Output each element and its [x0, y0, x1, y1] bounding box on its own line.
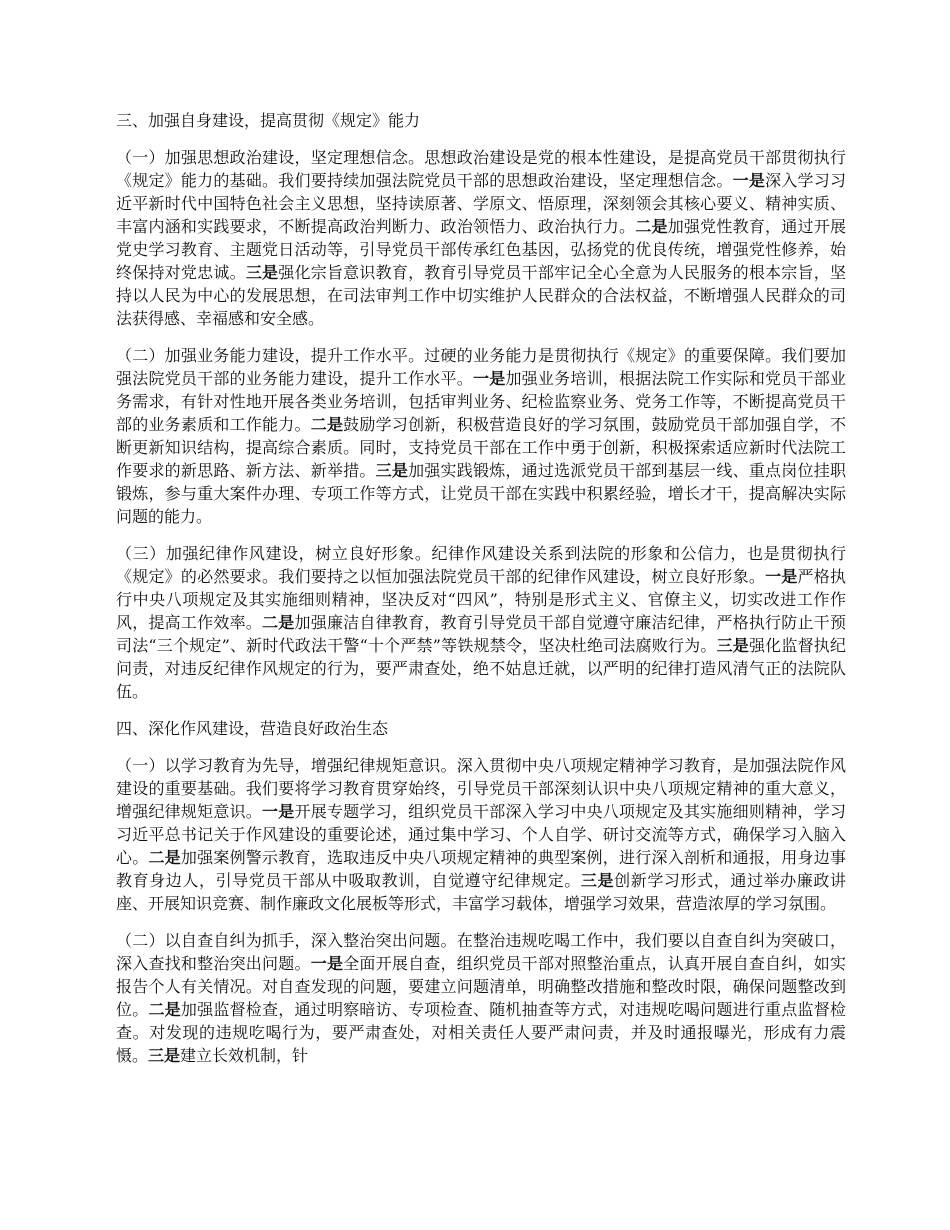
paragraph-text: 加强实践锻炼，通过选派党员干部到基层一线、重点岗位挂职锻炼，参与重大案件办理、专项工作等方式，让党员干部在实践中积累经验，增长才干，提高解决实际问题的能力。 [116, 461, 846, 526]
paragraph-text: 加强业务培训，根据法院工作实际和党员干部业务需求，有针对性地开展各类业务培训，包括审判业务、纪检监察业务、党务工作等，不断提高党员干部的业务素质和工作能力。 [116, 369, 846, 434]
paragraph-text: 加强监督检查，通过明察暗访、专项检查、随机抽查等方式，对违规吃喝问题进行重点监督检查。对发现的违规吃喝行为，要严肃查处，对相关责任人要严肃问责，并及时通报曝光，形成有力震慑。 [116, 1000, 846, 1065]
emphasis-second: 二是 [262, 613, 295, 632]
paragraph-text: 鼓励学习创新，积极营造良好的学习氛围，鼓励党员干部加强自学，不断更新知识结构，提高综合素质。同时，支持党员干部在工作中勇于创新，积极探索适应新时代法院工作要求的新思路、新方法、新举措。 [116, 415, 846, 480]
emphasis-second: 二是 [310, 415, 344, 434]
emphasis-first: 一是 [262, 802, 295, 821]
paragraph-text: 强化宗旨意识教育，教育引导党员干部牢记全心全意为人民服务的根本宗旨，坚持以人民为中心的发展思想，在司法审判工作中切实维护人民群众的合法权益，不断增强人民群众的司法获得感、幸福感和安全感。 [116, 263, 846, 328]
paragraph-text: 开展专题学习，组织党员干部深入学习中央八项规定及其实施细则精神，学习习近平总书记关于作风建设的重要论述，通过集中学习、个人自学、研讨交流等方式，确保学习入脑入心。 [116, 802, 846, 867]
paragraph-text: 严格执行中央八项规定及其实施细则精神，坚决反对“四风”，特别是形式主义、官僚主义，切实改进工作作风，提高工作效率。 [116, 567, 846, 632]
paragraph-3-3 [116, 542, 846, 703]
document-page [116, 109, 846, 1081]
paragraph-text: 深入学习习近平新时代中国特色社会主义思想，坚持读原著、学原文、悟原理，深刻领会其核心要义、精神实质、丰富内涵和实践要求，不断提高政治判断力、政治领悟力、政治执行力。 [116, 171, 846, 236]
emphasis-third: 三是 [580, 871, 615, 890]
paragraph-3-1 [116, 146, 846, 330]
paragraph-text: 强化监督执纪问责，对违反纪律作风规定的行为，要严肃查处，绝不姑息迁就，以严明的纪律打造风清气正的法院队伍。 [116, 636, 846, 701]
paragraph-text: （二）以自查自纠为抓手，深入整治突出问题。在整治违规吃喝工作中，我们要以自查自纠为突破口，深入查找和整治突出问题。 [116, 931, 846, 973]
paragraph-4-1 [116, 754, 846, 915]
paragraph-4-2 [116, 929, 846, 1067]
paragraph-text: 加强党性教育，通过开展党史学习教育、主题党日活动等，引导党员干部传承红色基因，弘扬党的优良传统，增强党性修养，始终保持对党忠诚。 [116, 217, 846, 282]
paragraph-text: 加强廉洁自律教育，教育引导党员干部自觉遵守廉洁纪律，严格执行防止干预司法“三个规定”、新时代政法干警“十个严禁”等铁规禁令，坚决杜绝司法腐败行为。 [116, 613, 846, 655]
paragraph-3-2 [116, 344, 846, 528]
emphasis-first: 一是 [732, 171, 766, 190]
emphasis-second: 二是 [635, 217, 668, 236]
emphasis-first: 一是 [472, 369, 506, 388]
paragraph-text: 建立长效机制，针 [180, 1046, 309, 1065]
emphasis-second: 二是 [148, 848, 181, 867]
emphasis-third: 三是 [375, 461, 409, 480]
emphasis-third: 三是 [245, 263, 279, 282]
paragraph-text: 创新学习形式，通过举办廉政讲座、开展知识竞赛、制作廉政文化展板等形式，丰富学习载体，增强学习效果，营造浓厚的学习氛围。 [116, 871, 846, 913]
paragraph-text: （一）加强思想政治建设，坚定理想信念。思想政治建设是党的根本性建设，是提高党员干部贯彻执行《规定》能力的基础。我们要持续加强法院党员干部的思想政治建设，坚定理想信念。 [116, 148, 846, 190]
emphasis-third: 三是 [148, 1046, 181, 1065]
emphasis-first: 一是 [310, 954, 344, 973]
emphasis-second: 二是 [148, 1000, 181, 1019]
paragraph-text: （二）加强业务能力建设，提升工作水平。过硬的业务能力是贯彻执行《规定》的重要保障。我们要加强法院党员干部的业务能力建设，提升工作水平。 [116, 346, 846, 388]
paragraph-text: 全面开展自查，组织党员干部对照整治重点，认真开展自查自纠，如实报告个人有关情况。对自查发现的问题，要建立问题清单，明确整改措施和整改时限，确保问题整改到位。 [116, 954, 846, 1019]
section-heading-3: 三、加强自身建设，提高贯彻《规定》能力 [116, 111, 421, 130]
paragraph-text: （三）加强纪律作风建设，树立良好形象。纪律作风建设关系到法院的形象和公信力，也是贯彻执行《规定》的必然要求。我们要持之以恒加强法院党员干部的纪律作风建设，树立良好形象。 [116, 544, 846, 586]
paragraph-text: 加强案例警示教育，选取违反中央八项规定精神的典型案例，进行深入剖析和通报，用身边事教育身边人，引导党员干部从中吸取教训，自觉遵守纪律规定。 [116, 848, 846, 890]
emphasis-third: 三是 [716, 636, 749, 655]
paragraph-text: （一）以学习教育为先导，增强纪律规矩意识。深入贯彻中央八项规定精神学习教育，是加强法院作风建设的重要基础。我们要将学习教育贯穿始终，引导党员干部深刻认识中央八项规定精神的重大意义，增强纪律规矩意识。 [116, 756, 846, 821]
section-heading-4: 四、深化作风建设，营造良好政治生态 [116, 719, 389, 738]
emphasis-first: 一是 [765, 567, 798, 586]
